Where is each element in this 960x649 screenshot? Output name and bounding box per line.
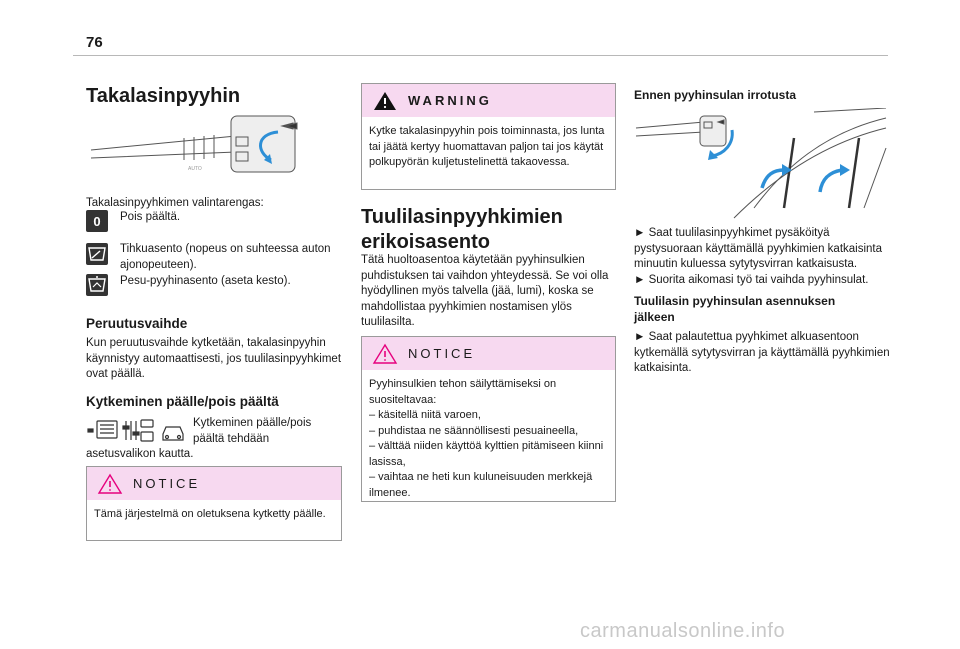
notice-box-1 (86, 466, 342, 541)
after-install-heading-line2: jälkeen (634, 310, 675, 324)
notice-intro: Pyyhinsulkien tehon säilyttämiseksi on suositeltavaa: (369, 378, 557, 406)
step-park-wipers: ► Saat tuulilasinpyyhkimet pysäköityä pystysuoraan käyttämällä pyyhkimien katkaisinta minuutin kuluessa sytytysvirran katkaisusta. (634, 227, 883, 270)
page-number: 76 (86, 34, 103, 51)
step-perform-work: ► Suorita aikomasi työ tai vaihda pyyhinsulat. (634, 274, 869, 286)
section-title-rear-wiper: Takalasinpyyhin (86, 85, 241, 107)
section-title-service-line2: erikoisasento (361, 231, 490, 253)
wiper-service-position-illustration (634, 108, 890, 220)
svg-text:AUTO: AUTO (188, 166, 202, 172)
warning-title: WARNING (408, 93, 492, 108)
notice-title: NOTICE (133, 476, 201, 491)
before-removal-heading: Ennen pyyhinsulan irrotusta (634, 88, 797, 102)
settings-menu-icons (86, 418, 190, 444)
reverse-gear-text: Kun peruutusvaihde kytketään, takalasinpyyhin käynnistyy automaattisesti, jos tuulilasinpyyhkimet ovat päällä. (86, 337, 342, 380)
warning-text: Kytke takalasinpyyhin pois toiminnasta, jos lunta tai jäätä kertyy huomattavan paljon tai jos käytät polkupyörän kuljetustelinettä takaovessa. (369, 125, 605, 168)
toggle-heading: Kytkeminen päälle/pois päältä (86, 394, 279, 409)
selector-label: Takalasinpyyhkimen valintarengas: (86, 197, 264, 209)
notice-title-2: NOTICE (408, 346, 476, 361)
mode-intermittent-text: Tihkuasento (nopeus on suhteessa auton ajonopeuteen). (120, 243, 331, 271)
notice-header-2 (362, 337, 615, 370)
notice-item: – vaihtaa ne heti kun kuluneisuuden merkkejä ilmenee. (369, 471, 593, 499)
notice-item: – puhdistaa ne säännöllisesti pesuaineella, (369, 424, 579, 437)
intermittent-wiper-icon (86, 243, 108, 265)
header-divider (73, 55, 888, 56)
notice-header (87, 467, 341, 500)
step-restore-wipers: ► Saat palautettua pyyhkimet alkuasentoon kytkemällä sytytysvirran ja käyttämällä pyyhkimien katkaisinta. (634, 331, 890, 374)
notice-item: – käsitellä niitä varoen, (369, 409, 481, 421)
notice-warning-triangle-icon (372, 343, 398, 365)
toggle-text-b: asetusvalikon kautta. (86, 448, 194, 460)
toggle-text-a: Kytkeminen päälle/pois päältä tehdään (193, 417, 312, 445)
warning-header (362, 84, 615, 117)
service-position-text: Tätä huoltoasentoa käytetään pyyhinsulkien puhdistuksen tai vaihdon yhteydessä. Se voi olla hyödyllinen myös talvella (jää, lumi), koska se mahdollistaa pyyhkimien nostamisen ylös tuulilasilta. (361, 254, 609, 328)
rear-wiper-stalk-illustration (86, 112, 342, 184)
section-title-service-line1: Tuulilasinpyyhkimien (361, 206, 563, 228)
zero-mode-icon (86, 210, 108, 232)
mode-wash-text: Pesu-pyyhinasento (aseta kesto). (120, 275, 291, 287)
reverse-gear-heading: Peruutusvaihde (86, 316, 188, 331)
svg-text:0: 0 (93, 214, 101, 229)
notice-text: Tämä järjestelmä on oletuksena kytketty päälle. (94, 508, 326, 520)
after-install-heading-line1: Tuulilasin pyyhinsulan asennuksen (634, 294, 836, 308)
notice-content-2 (362, 370, 615, 507)
watermark: carmanualsonline.info (580, 620, 786, 642)
mode-off-text: Pois päältä. (120, 211, 181, 223)
notice-warning-triangle-icon (97, 473, 123, 495)
wash-wipe-icon (86, 274, 108, 296)
warning-box (361, 83, 616, 190)
notice-box-2 (361, 336, 616, 502)
notice-item: – välttää niiden käyttöä kylttien pitämiseen kiinni lasissa, (369, 440, 604, 468)
warning-triangle-icon (372, 90, 398, 112)
